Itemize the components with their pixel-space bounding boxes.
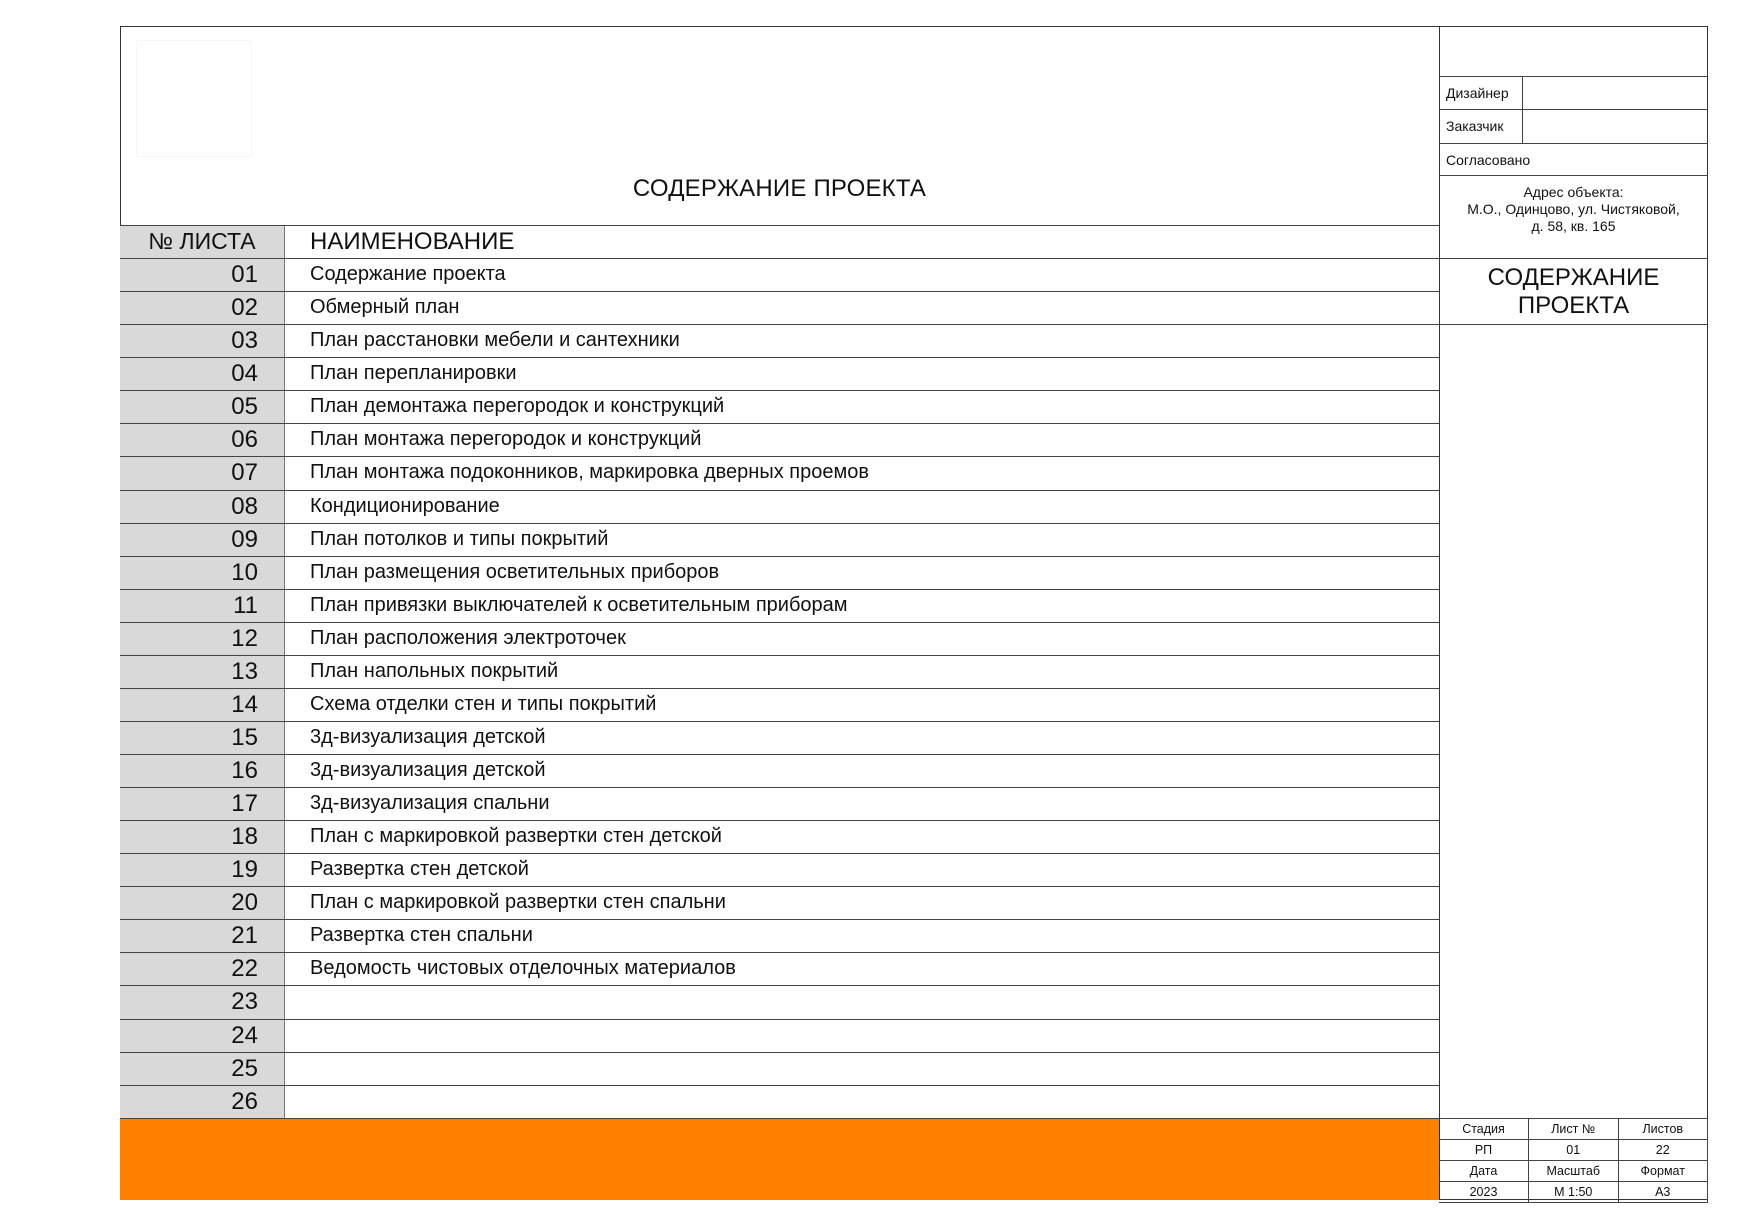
table-row [120,787,1439,820]
sheet-number: 10 [120,557,285,589]
table-row [120,952,1439,985]
sheet-number: 11 [120,590,285,622]
sheet-number: 08 [120,491,285,523]
divider [1439,258,1708,259]
sheet-number-value: 01 [1529,1140,1619,1161]
sheet-name: План напольных покрытий [310,659,559,682]
sheet-number: 15 [120,722,285,754]
sheet-number: 04 [120,358,285,390]
sheet-name: План расположения электроточек [310,626,626,649]
sheet-name: План расстановки мебели и сантехники [310,329,680,352]
divider [1439,324,1708,325]
table-row [120,919,1439,952]
address-line-2: д. 58, кв. 165 [1531,218,1616,234]
table-row [120,490,1439,523]
address-line-1: М.О., Одинцово, ул. Чистяковой, [1467,201,1680,217]
table-row [120,1085,1439,1118]
sheet-name: План размещения осветительных приборов [310,560,720,583]
sheet-name: Обмерный план [310,296,460,319]
drawing-stamp [1439,1118,1708,1200]
table-row [120,456,1439,489]
logo-placeholder [136,40,252,157]
sheet-number: 23 [120,986,285,1018]
sheet-number: 12 [120,623,285,655]
sheet-number: 21 [120,920,285,952]
address-label: Адрес объекта: [1523,184,1624,200]
sheet-name: Кондиционирование [310,494,500,517]
sheets-count-label: Листов [1618,1119,1708,1140]
sheet-title [1439,264,1708,320]
table-row [120,589,1439,622]
sheet-number: 17 [120,788,285,820]
accent-band [120,1118,1439,1200]
sheet-name: 3д-визуализация спальни [310,792,550,815]
date-value: 2023 [1439,1182,1529,1203]
object-address [1439,184,1708,235]
approved-label: Согласовано [1446,152,1531,168]
table-row [120,556,1439,589]
sheet-number: 26 [120,1086,285,1118]
document-title: СОДЕРЖАНИЕ ПРОЕКТА [632,175,927,202]
table-row [120,655,1439,688]
table-row [120,688,1439,721]
sheet-number: 22 [120,953,285,985]
sheet-number: 14 [120,689,285,721]
sheet-number: 01 [120,259,285,291]
table-row [120,258,1439,291]
sheet-number: 19 [120,854,285,886]
divider [1522,76,1523,143]
designer-label: Дизайнер [1446,85,1509,101]
sheet-number: 13 [120,656,285,688]
stage-label: Стадия [1439,1119,1529,1140]
table-row [120,357,1439,390]
contents-table [120,225,1439,1118]
sheet-name: 3д-визуализация детской [310,725,546,748]
sheet-number: 03 [120,325,285,357]
sheet-number: 24 [120,1020,285,1052]
sheet-name [285,1086,1439,1118]
table-row [120,423,1439,456]
divider [1439,76,1708,77]
client-label: Заказчик [1446,118,1504,134]
table-row [120,523,1439,556]
table-row [120,754,1439,787]
sheet-name: 3д-визуализация детской [310,759,546,781]
sheet-name [285,1053,1439,1085]
sheet-name: Схема отделки стен и типы покрытий [310,692,657,715]
date-label: Дата [1439,1161,1529,1182]
sheets-count-value: 22 [1618,1140,1708,1161]
sheet-title-line-1: СОДЕРЖАНИЕ [1487,264,1660,291]
sheet-name: Развертка стен детской [310,858,529,881]
format-value: А3 [1618,1182,1708,1203]
sheet-name: План привязки выключателей к осветительным приборам [310,593,848,616]
sheet-title-line-2: ПРОЕКТА [1517,292,1630,319]
scale-value: М 1:50 [1529,1182,1619,1203]
stage-value: РП [1439,1140,1529,1161]
sheet-name: План с маркировкой развертки стен детской [310,825,722,848]
sheet-name: План с маркировкой развертки стен спальни [310,891,726,914]
scale-label: Масштаб [1529,1161,1619,1182]
table-row [120,853,1439,886]
divider [1439,143,1708,144]
sheet-name: Ведомость чистовых отделочных материалов [310,957,736,980]
sheet-name: План перепланировки [310,362,517,385]
sheet-number: 25 [120,1053,285,1085]
sheet-name: Развертка стен спальни [310,924,533,947]
sheet-name: План демонтажа перегородок и конструкций [310,395,725,418]
table-row [120,324,1439,357]
sheet-number: 02 [120,292,285,324]
header-name: НАИМЕНОВАНИЕ [310,228,515,255]
table-row [120,1019,1439,1052]
divider [1439,109,1708,110]
sheet-number: 09 [120,524,285,556]
sheet-name [285,1020,1439,1052]
sheet-number: 07 [120,457,285,489]
divider [1439,175,1708,176]
sheet-name: План потолков и типы покрытий [310,527,609,550]
table-row [120,820,1439,853]
table-row [120,985,1439,1018]
sheet-name: Содержание проекта [310,263,506,286]
table-row [120,622,1439,655]
sheet-name: План монтажа подоконников, маркировка дверных проемов [310,461,869,484]
table-row [120,1052,1439,1085]
table-row [120,886,1439,919]
sheet-name [285,986,1439,1018]
sheet-number: 16 [120,755,285,787]
format-label: Формат [1618,1161,1708,1182]
table-row [120,291,1439,324]
sheet-number-label: Лист № [1529,1119,1619,1140]
sheet-number: 20 [120,887,285,919]
table-row [120,721,1439,754]
sheet-number: 18 [120,821,285,853]
header-sheet-number: № ЛИСТА [120,226,285,258]
sheet-number: 06 [120,424,285,456]
table-header-row [120,225,1439,258]
table-row [120,390,1439,423]
sheet-number: 05 [120,391,285,423]
sheet-name: План монтажа перегородок и конструкций [310,428,702,451]
